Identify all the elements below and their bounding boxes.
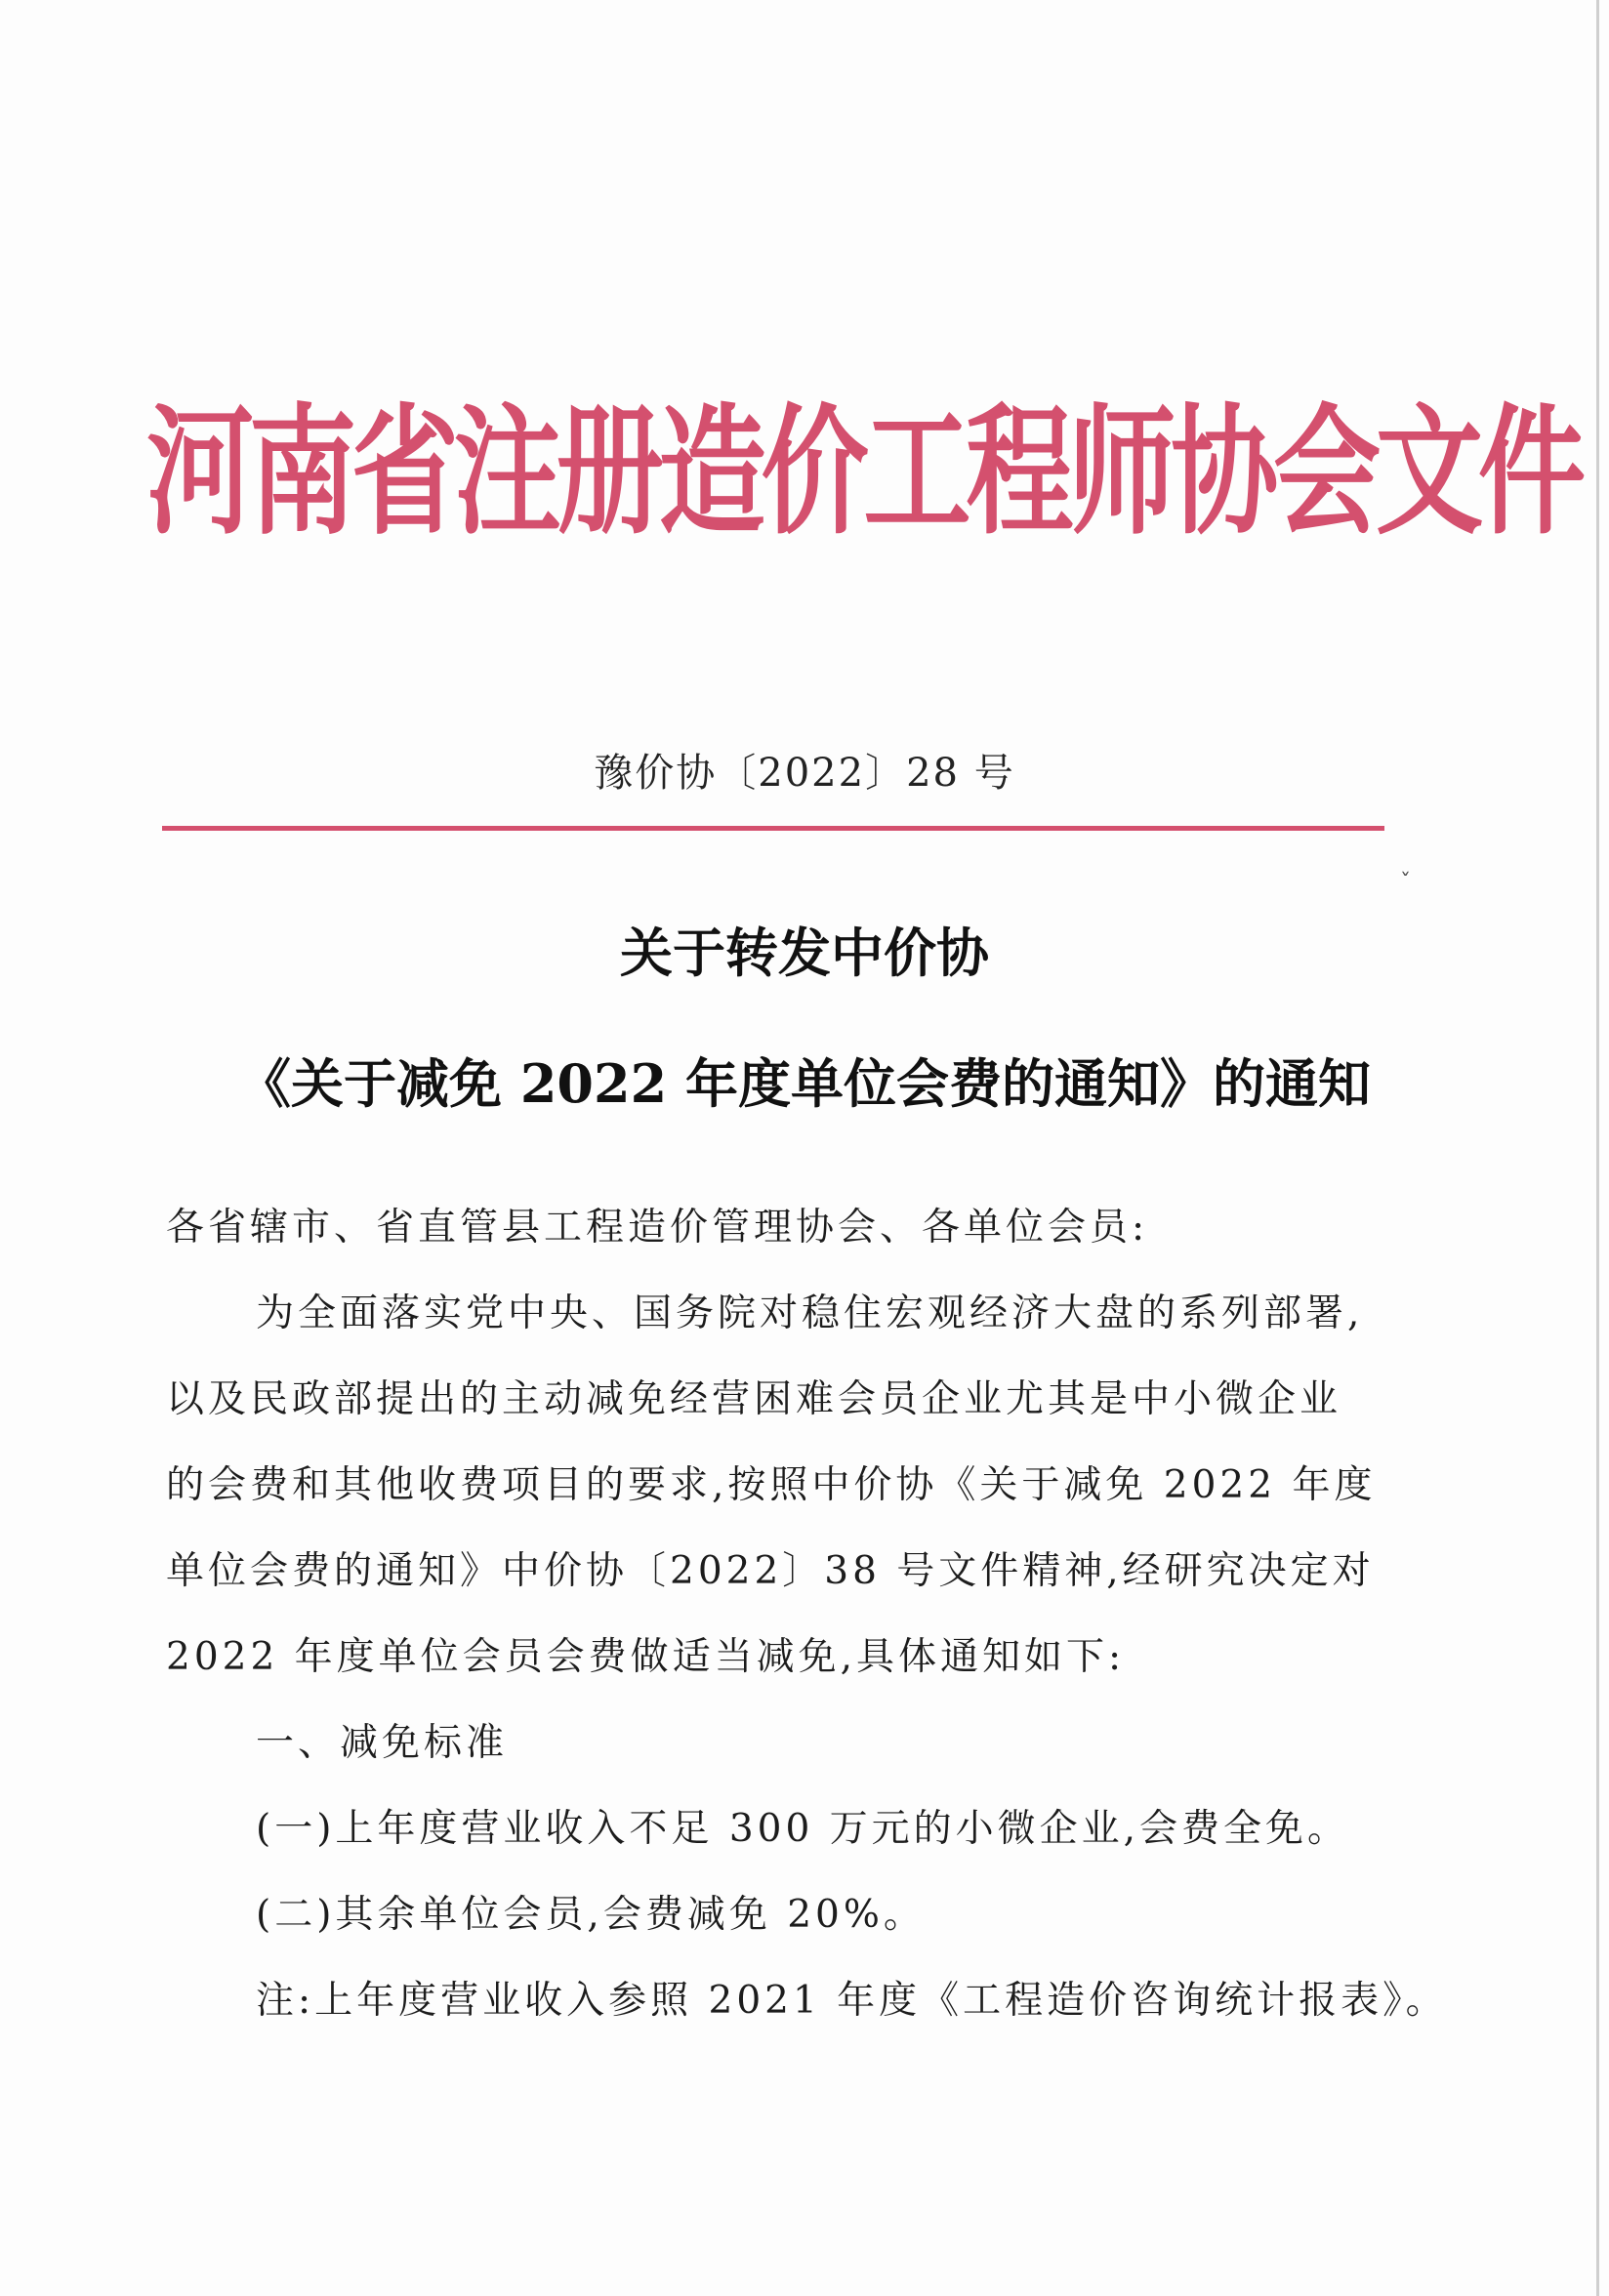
note-line: 注:上年度营业收入参照 2021 年度《工程造价咨询统计报表》。: [256, 1979, 1448, 2023]
paragraph-1-line-3: 的会费和其他收费项目的要求,按照中价协《关于减免 2022 年度: [166, 1463, 1377, 1507]
list-item-2: (二)其余单位会员,会费减免 20%。: [256, 1893, 926, 1937]
document-number: 豫价协〔2022〕28 号: [594, 751, 1015, 796]
section-heading-1: 一、减免标准: [256, 1721, 509, 1765]
masthead-title: 河南省注册造价工程师协会文件: [146, 391, 1581, 554]
notice-title-line-1: 关于转发中价协: [620, 922, 989, 984]
paragraph-1-line-1: 为全面落实党中央、国务院对稳住宏观经济大盘的系列部署,: [256, 1292, 1364, 1335]
salutation: 各省辖市、省直管县工程造价管理协会、各单位会员:: [166, 1206, 1149, 1250]
paragraph-1-line-5: 2022 年度单位会员会费做适当减免,具体通知如下:: [166, 1635, 1126, 1679]
scan-edge-line: [1596, 0, 1599, 2296]
paragraph-1-line-2: 以及民政部提出的主动减免经营困难会员企业尤其是中小微企业: [166, 1377, 1342, 1421]
scan-mark: ˇ: [1400, 871, 1411, 895]
list-item-1: (一)上年度营业收入不足 300 万元的小微企业,会费全免。: [256, 1807, 1350, 1851]
paragraph-1-line-4: 单位会费的通知》中价协〔2022〕38 号文件精神,经研究决定对: [166, 1549, 1375, 1593]
notice-title-line-2: 《关于减免 2022 年度单位会费的通知》的通知: [238, 1052, 1371, 1115]
red-divider-rule: [162, 826, 1384, 831]
